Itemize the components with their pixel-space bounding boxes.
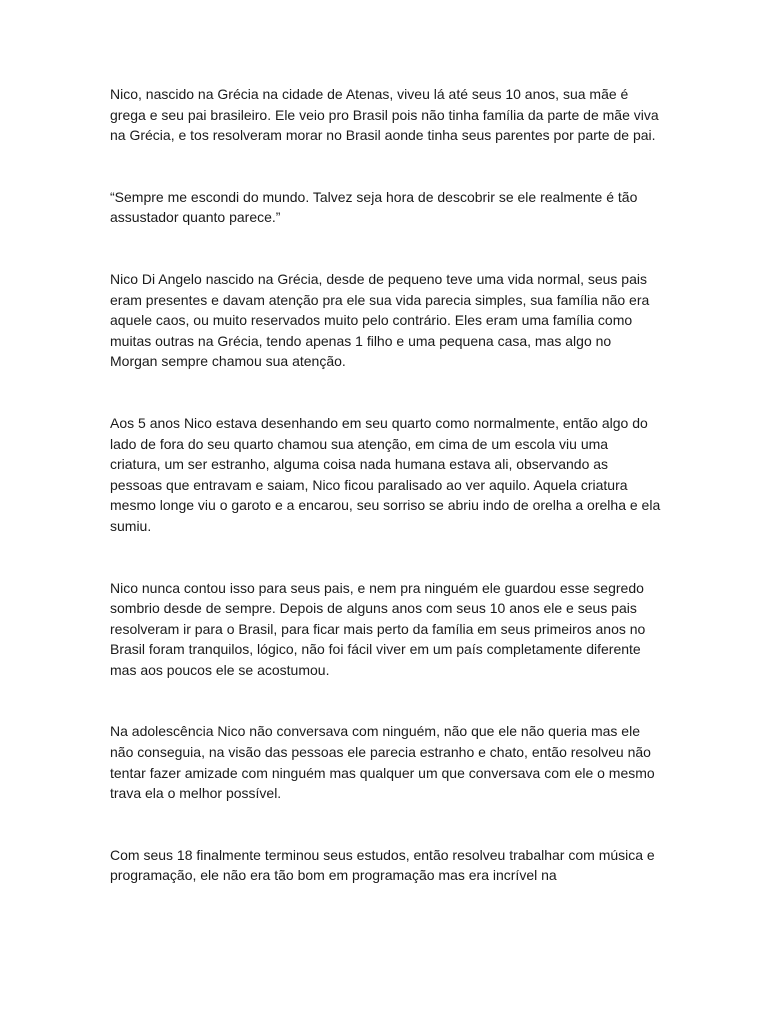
- paragraph-spacer: [110, 804, 662, 845]
- document-body: [110, 84, 662, 886]
- paragraph-origin: Nico, nascido na Grécia na cidade de Atenas, viveu lá até seus 10 anos, sua mãe é grega e seu pai brasileiro. Ele veio pro Brasil pois não tinha família da parte de mãe viva na Grécia, e tos resolveram morar no Brasil aonde tinha seus parentes por parte de pai.: [110, 86, 659, 144]
- paragraph-spacer: [110, 146, 662, 187]
- paragraph-quote: “Sempre me escondi do mundo. Talvez seja hora de descobrir se ele realmente é tão assustador quanto parece.”: [110, 188, 638, 226]
- paragraph-move-to-brazil: Nico nunca contou isso para seus pais, e nem pra ninguém ele guardou esse segredo sombrio desde de sempre. Depois de alguns anos com seus 10 anos ele e seus pais resolveram ir para o Brasil, para ficar mais perto da família em seus primeiros anos no Brasil foram tranquilos, lógico, não foi fácil viver em um país completamente diferente mas aos poucos ele se acostumou.: [110, 579, 646, 678]
- paragraph-spacer: [110, 680, 662, 721]
- paragraph-adolescence: Na adolescência Nico não conversava com ninguém, não que ele não queria mas ele não conseguia, na visão das pessoas ele parecia estranho e chato, então resolveu não tentar fazer amizade com ninguém mas qualquer um que conversava com ele o mesmo trava ela o melhor possível.: [110, 723, 655, 802]
- paragraph-creature: Aos 5 anos Nico estava desenhando em seu quarto como normalmente, então algo do lado de fora do seu quarto chamou sua atenção, em cima de um escola viu uma criatura, um ser estranho, alguma coisa nada humana estava ali, observando as pessoas que entravam e saiam, Nico ficou paralisado ao ver aquilo. Aquela criatura mesmo longe viu o garoto e a encarou, seu sorriso se abriu indo de orelha a orelha e ela sumiu.: [110, 414, 661, 534]
- paragraph-spacer: [110, 228, 662, 269]
- paragraph-spacer: [110, 372, 662, 413]
- paragraph-spacer: [110, 537, 662, 578]
- paragraph-career: Com seus 18 finalmente terminou seus estudos, então resolveu trabalhar com música e programação, ele não era tão bom em programação mas era incrível na: [110, 846, 655, 884]
- paragraph-childhood: Nico Di Angelo nascido na Grécia, desde de pequeno teve uma vida normal, seus pais eram presentes e davam atenção pra ele sua vida parecia simples, sua família não era aquele caos, ou muito reservados muito pelo contrário. Eles eram uma família como muitas outras na Grécia, tendo apenas 1 filho e uma pequena casa, mas algo no Morgan sempre chamou sua atenção.: [110, 270, 650, 370]
